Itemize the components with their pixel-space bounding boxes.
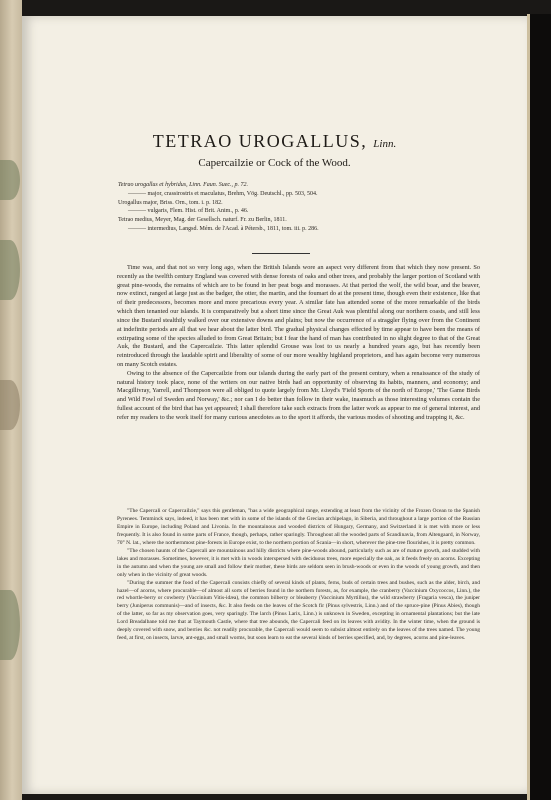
illustration-fragment (0, 160, 20, 200)
illustration-fragment (0, 590, 20, 660)
synonym-entry: Urogallus major, Briss. Orn., tom. i. p. 182. (118, 199, 223, 206)
paragraph: Time was, and that not so very long ago, when the British Islands wore an aspect very different from that which they now present. So recently as the twelfth century England was covered with dense forests of oaks and other trees, and probably the larger portion of Scotland with great pine-woods, the remains of which are to be found in her peat bogs and morasses. At that period the wolf, the wild boar, and the beaver, now extinct, ranged at large just as the badger, the otter, the martin, and the foumart do at the present time, though even their existence, like that of their predecessors, becomes more and more precarious every year. A similar fate has attended some of the more remarkable of the birds which then tenanted our islands. It is comparatively but a short time since the Great Auk was plentiful along our northern coasts, and still less since the Bustard stealthily walked over our extensive downs and plains; but now the occurrence of a straggler flying over from the Continent at indefinite periods are all that we hear about the latter bird. The gradual physical changes effected by time appear to have been the means of extirpating some of the species alluded to from Great Britain; but I fear the hand of man has contributed in no slight degree to that of the Great Auk, the Bustard, and the Capercailzie. This latter splendid Grouse was lost to us nearly a hundred years ago, but has recently been reintroduced through the laudable spirit and liberality of some of our more wealthy highland proprietors, and has again become very numerous on many Scotch estates. (117, 264, 480, 368)
synonym-entry: ——— intermedius, Langsd. Mém. de l'Acad. à Pétersb., 1811, tom. iii. p. 286. (128, 225, 319, 232)
page-title: TETRAO UROGALLUS, Linn. (152, 131, 397, 151)
book-page (22, 16, 527, 794)
synonym-entry: ——— vulgaris, Flem. Hist. of Brit. Anim., p. 46. (128, 208, 249, 215)
page-subtitle: Capercailzie or Cock of the Wood. (198, 157, 351, 169)
paragraph: Owing to the absence of the Capercailzie from our islands during the early part of the present century, when a renaissance of the study of natural history took place, none of the writers on our native birds had an opportunity of observing its habits, manners, and economy; and Macgillivray, Yarrell, and Thompson were all obliged to quote largely from Mr. Lloyd's 'Field Sports of the north of Europe,' 'The Game Birds and Wild Fowl of Sweden and Norway,' &c.; nor can I do better than follow in their wake, inasmuch as those interesting volumes contain the fullest account of the bird that has yet appeared; I shall therefore take such extracts from the latter work as appear to me of general interest, and refer my readers to the work itself for many curious anecdotes as to the sport it affords, the various modes of shooting and trapping it, &c. (117, 369, 480, 421)
illustration-fragment (0, 240, 20, 300)
synonym-entry: ——— major, crassirostris et maculatus, Brehm, Vög. Deutschl., pp. 503, 504. (128, 190, 318, 197)
illustration-fragment (0, 380, 20, 430)
synonymy-list (118, 181, 478, 234)
synonym-entry: Tetrao urogallus et hybridus, Linn. Faun. Suec., p. 72. (118, 182, 249, 188)
quote-paragraph: "The Capercali or Capercailzie," says this gentleman, "has a wide geographical range, extending at least from the vicinity of the Frozen Ocean to the Spanish Pyrenees. Temminck says, indeed, it has been met with in some of the islands of the Grecian archipelago, in Siberia, and throughout a large portion of the Russian Empire in Europe, including Poland and Livonia. In the mountainous and wooded districts of Hungary, Germany, and Switzerland it is met with more or less frequently. It is also found in some parts of France, though, perhaps, rather sparingly. Throughout all the wooded parts of Scandinavia, from Altengaard, in Norway, 70° N. lat., where the northernmost pine-forests in Europe exist, to the northern portion of Scania—in short, wherever the pine-tree flourishes, it is pretty common. (117, 508, 480, 546)
facing-page-edge (0, 0, 22, 800)
background-edge (527, 14, 551, 800)
quote-paragraph: "The chosen haunts of the Capercali are mountainous and hilly districts where pine-woods abound, particularly such as are of mature growth, and studded with lakes and morasses. Sometimes, however, it is met with in woods interspersed with deciduous trees, more especially the oak, as it feeds freely on acorns. Excepting in the autumn and when the young are small and follow their mother, these birds are seldom seen in brush-woods or even in the woods of young growth, and then only when in the vicinity of great woods. (117, 547, 480, 578)
synonym-entry: Tetrao medius, Meyer, Mag. der Gesellsch. naturf. Fr. zu Berlin, 1811. (118, 217, 287, 224)
quote-paragraph: "During the summer the food of the Capercali consists chiefly of several kinds of plants, ferns, buds of certain trees and bushes, such as the alder, birch, and hazel—of acorns, where procurable—of almost all sorts of berries found in the northern forests, as, for example, the cranberry (Vaccinium Oxycoccos, Linn.), the red whortle-berry or cowberry (Vaccinium Vitis-idæa), the common bilberry or bleaberry (Vaccinium Myrtillus), the wild strawberry (Fragaria vesca), the juniper berry (Juniperus communis)—and of insects, &c. It also feeds on the leaves of the Scotch fir (Pinus sylvestris, Linn.) and of the spruce-pine (Pinus Abies), though of the latter, so far as my observation goes, very sparingly. The larch (Pinus Larix, Linn.) is unknown in Sweden, excepting in ornamental plantations; but the late Lord Breadalbane told me that at Taymouth Castle, where that tree abounds, the Capercali feed on its leaves with avidity. In the winter time, when the ground is deeply covered with snow, and berries &c. not readily procurable, the Capercali would seem to subsist almost entirely on the leaves of the trees named. The young feed, at first, on insects, larvæ, ant-eggs, and small worms, but soon learn to eat the several kinds of berries specified, and, by degrees, acorns and pine-leaves. (117, 579, 480, 642)
main-text (117, 264, 480, 423)
quoted-extract (117, 508, 480, 643)
section-divider (252, 253, 310, 254)
